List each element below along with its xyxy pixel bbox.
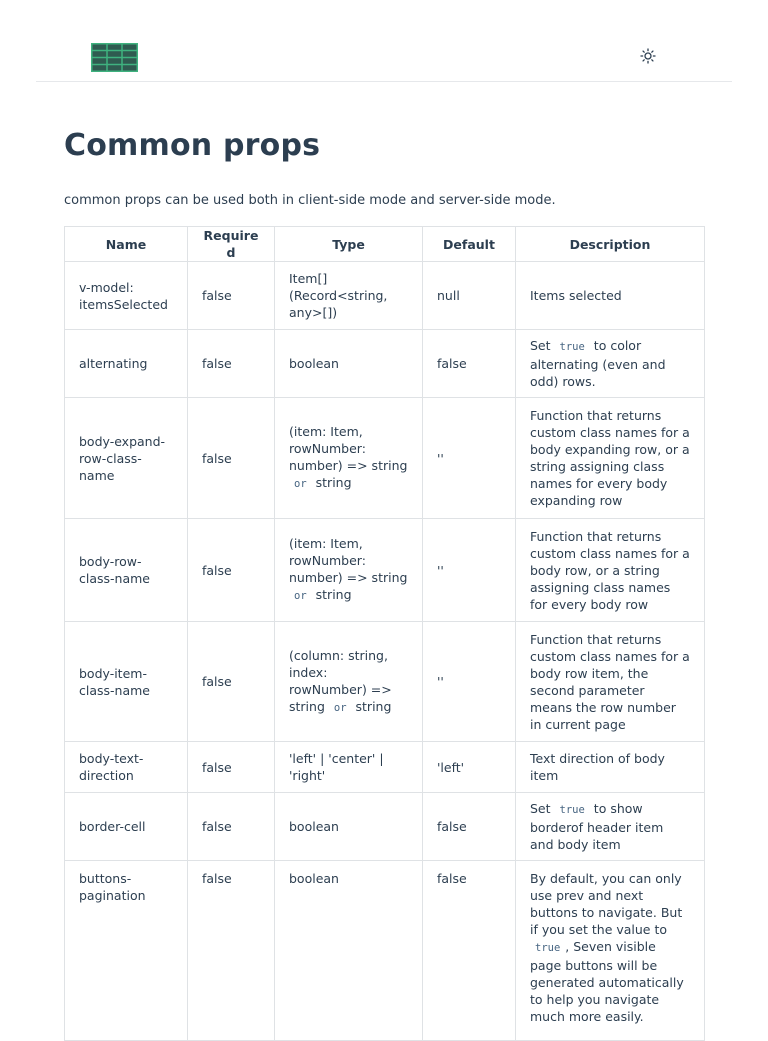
column-header-name: Name	[65, 227, 188, 262]
table-row	[65, 742, 705, 793]
prop-name-cell: body-expand-row-class-name	[65, 398, 188, 519]
prop-type-cell: boolean	[275, 330, 423, 398]
prop-description-cell: Function that returns custom class names for a body row, or a string assigning class names for every body row	[516, 519, 705, 622]
prop-type-cell: 'left' | 'center' | 'right'	[275, 742, 423, 793]
type-text: (item: Item, rowNumber: number) => string	[289, 536, 408, 585]
prop-name-cell: v-model: itemsSelected	[65, 262, 188, 330]
intro-text: common props can be used both in client-side mode and server-side mode.	[64, 193, 556, 208]
prop-description-cell: Text direction of body item	[516, 742, 705, 793]
prop-name-cell: border-cell	[65, 793, 188, 861]
description-text: Set	[530, 801, 551, 816]
column-header-type: Type	[275, 227, 423, 262]
prop-default-cell: false	[423, 330, 516, 398]
description-text: to color alternating (even and odd) rows.	[530, 338, 666, 389]
prop-type-cell: boolean	[275, 793, 423, 861]
prop-required-cell: false	[188, 262, 275, 330]
table-row	[65, 622, 705, 742]
prop-name-cell: buttons-pagination	[65, 861, 188, 1041]
props-table-container	[64, 226, 704, 1024]
table-grid-logo-icon	[91, 43, 138, 72]
prop-type-cell	[275, 622, 423, 742]
prop-description-cell	[516, 861, 705, 1041]
prop-name-cell: body-item-class-name	[65, 622, 188, 742]
inline-code: true	[535, 942, 561, 954]
inline-code: or	[333, 701, 347, 714]
type-text: string	[315, 475, 352, 490]
prop-description-cell: Function that returns custom class names for a body expanding row, or a string assigning class names for every body expanding row	[516, 398, 705, 519]
prop-default-cell: false	[423, 861, 516, 1041]
prop-name-cell: body-text-direction	[65, 742, 188, 793]
prop-type-cell	[275, 519, 423, 622]
description-text: Set	[530, 338, 551, 353]
prop-description-cell	[516, 793, 705, 861]
prop-default-cell: ''	[423, 519, 516, 622]
inline-code: true	[559, 804, 585, 816]
prop-default-cell: null	[423, 262, 516, 330]
description-text: to show borderof header item and body item	[530, 801, 664, 852]
prop-name-cell: body-row-class-name	[65, 519, 188, 622]
table-row	[65, 861, 705, 1041]
page-title: Common props	[64, 128, 321, 163]
theme-toggle-button[interactable]	[638, 46, 658, 66]
prop-required-cell: false	[188, 330, 275, 398]
table-row	[65, 793, 705, 861]
table-row	[65, 262, 705, 330]
prop-description-cell: Items selected	[516, 262, 705, 330]
prop-description-cell	[516, 330, 705, 398]
home-logo-link[interactable]	[91, 43, 138, 72]
column-header-required: Required	[188, 227, 275, 262]
props-table	[64, 226, 705, 1041]
inline-code: or	[294, 590, 307, 602]
column-header-default: Default	[423, 227, 516, 262]
type-text: (column: string, index: rowNumber) => string	[289, 647, 392, 714]
description-text: , Seven visible page buttons will be generated automatically to help you navigate much more easily.	[530, 939, 684, 1024]
top-navbar	[36, 0, 732, 82]
inline-code: or	[294, 478, 307, 490]
prop-type-cell	[275, 398, 423, 519]
column-header-description: Description	[516, 227, 705, 262]
prop-type-cell: boolean	[275, 861, 423, 1041]
prop-default-cell: ''	[423, 622, 516, 742]
prop-type-cell: Item[] (Record<string, any>[])	[275, 262, 423, 330]
table-row	[65, 398, 705, 519]
sun-icon	[640, 48, 656, 64]
prop-name-cell: alternating	[65, 330, 188, 398]
prop-default-cell: ''	[423, 398, 516, 519]
prop-description-cell: Function that returns custom class names for a body row item, the second parameter means the row number in current page	[516, 622, 705, 742]
prop-required-cell: false	[188, 622, 275, 742]
prop-required-cell: false	[188, 861, 275, 1041]
table-header-row	[65, 227, 705, 262]
prop-required-cell: false	[188, 793, 275, 861]
prop-required-cell: false	[188, 519, 275, 622]
table-row	[65, 519, 705, 622]
prop-required-cell: false	[188, 742, 275, 793]
prop-required-cell: false	[188, 398, 275, 519]
type-text: (item: Item, rowNumber: number) => string	[289, 424, 408, 473]
prop-default-cell: 'left'	[423, 742, 516, 793]
type-text: string	[315, 587, 352, 602]
description-text: By default, you can only use prev and next buttons to navigate. But if you set the value to	[530, 871, 683, 937]
table-row	[65, 330, 705, 398]
type-text: string	[355, 698, 392, 714]
inline-code: true	[559, 341, 585, 353]
prop-default-cell: false	[423, 793, 516, 861]
